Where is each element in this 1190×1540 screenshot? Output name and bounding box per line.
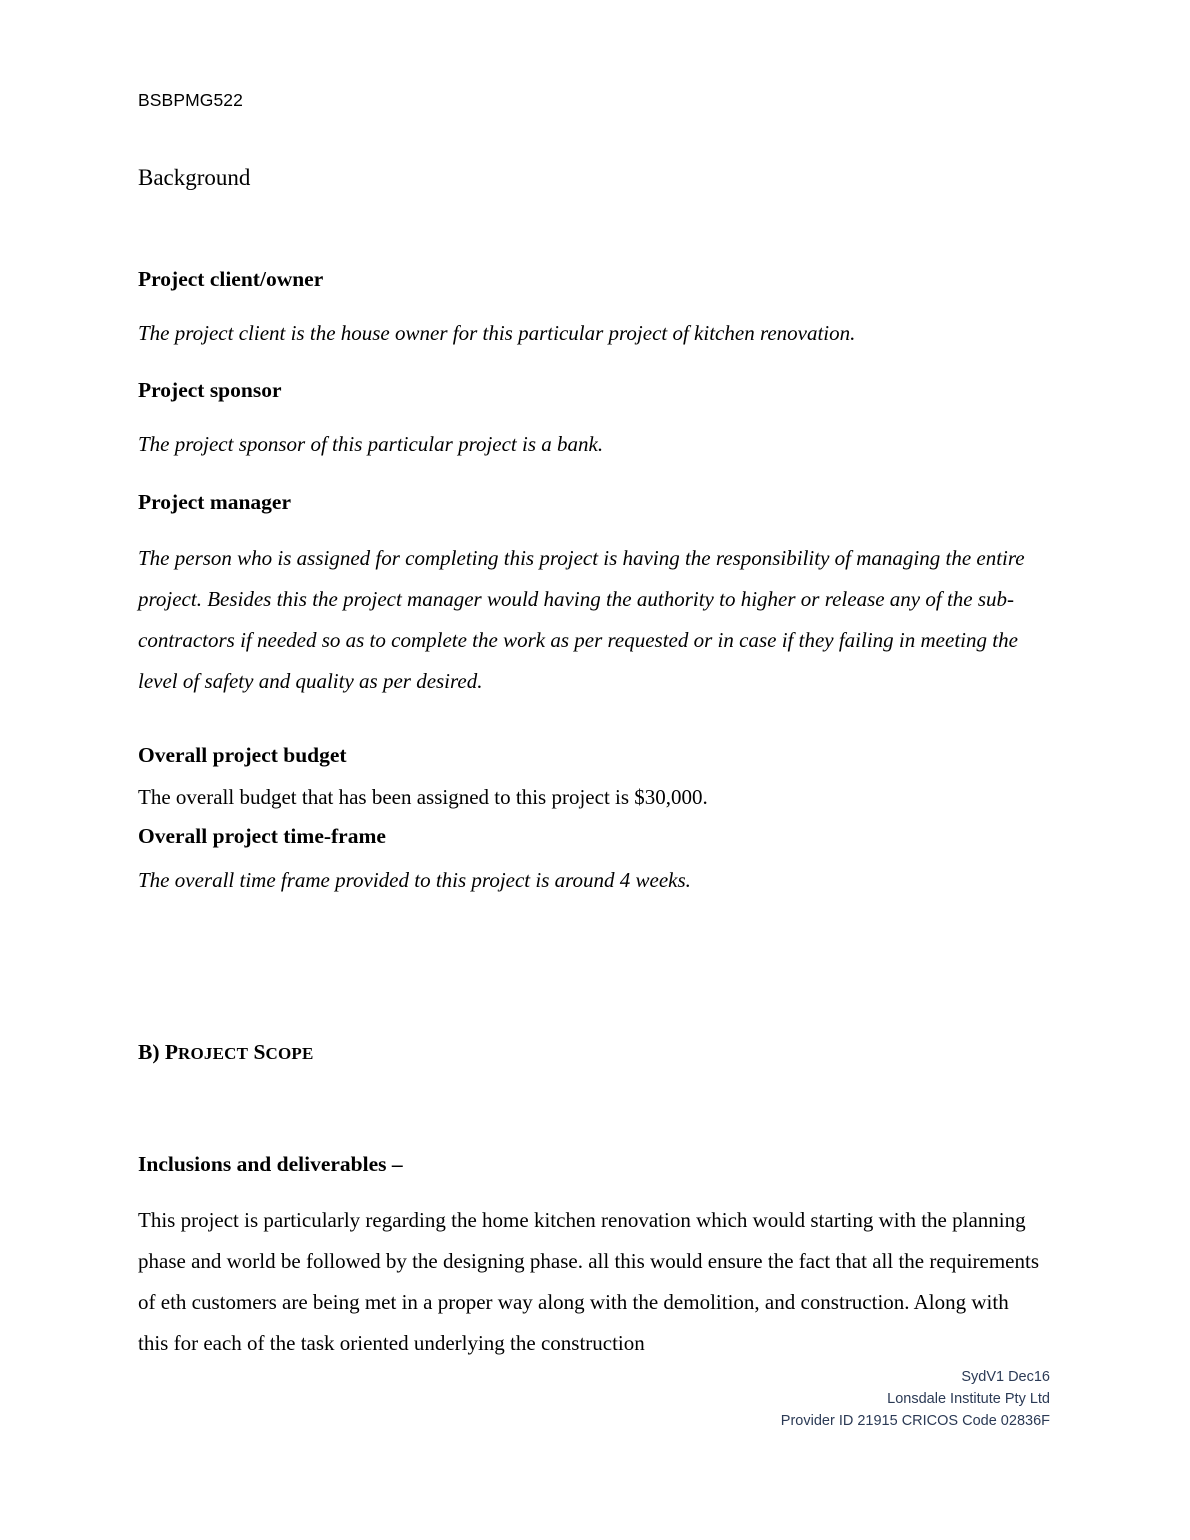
scope-prefix: B) [138, 1040, 160, 1064]
project-timeframe-paragraph-block [138, 865, 1038, 895]
project-scope-heading [138, 1040, 1038, 1066]
inclusions-heading-block [138, 1151, 1038, 1178]
scope-word2-smallcaps: COPE [265, 1044, 314, 1063]
footer-provider-line: Provider ID 21915 CRICOS Code 02836F [780, 1412, 1050, 1429]
project-budget-heading: Overall project budget [138, 743, 347, 767]
project-timeframe-heading-block [138, 823, 1038, 850]
unit-code-header: BSBPMG522 [138, 90, 243, 110]
project-client-heading-block [138, 266, 1038, 293]
project-budget-paragraph-block [138, 782, 1038, 812]
project-budget-paragraph: The overall budget that has been assigned to this project is $30,000. [138, 785, 708, 809]
project-client-paragraph-block [138, 318, 1038, 348]
project-sponsor-paragraph-block [138, 429, 1038, 459]
scope-word1-capital: P [164, 1040, 179, 1064]
project-client-heading: Project client/owner [138, 267, 324, 291]
scope-word2-capital: S [253, 1040, 266, 1064]
background-section-label: Background [138, 165, 251, 190]
project-manager-heading: Project manager [138, 490, 292, 514]
project-timeframe-heading: Overall project time-frame [138, 824, 386, 848]
project-manager-paragraph-block [138, 538, 1040, 703]
page-footer [781, 1367, 1050, 1432]
project-scope-heading-block [138, 1040, 1038, 1066]
project-manager-heading-block [138, 489, 1038, 516]
project-sponsor-paragraph: The project sponsor of this particular project is a bank. [138, 432, 604, 456]
inclusions-paragraph: This project is particularly regarding the home kitchen renovation which would starting with the planning phase and world be followed by the designing phase. all this would ensure the fact that all the requirements of eth customers are being met in a proper way along with the demolition, and construction. Along with this for each of the task oriented underlying the construction [138, 1208, 1040, 1356]
project-sponsor-heading-block [138, 377, 1038, 404]
inclusions-paragraph-block [138, 1200, 1040, 1365]
project-sponsor-heading: Project sponsor [138, 378, 282, 402]
footer-version-line: SydV1 Dec16 [961, 1369, 1050, 1385]
project-client-paragraph: The project client is the house owner for this particular project of kitchen renovation. [138, 321, 856, 345]
inclusions-heading: Inclusions and deliverables – [138, 1152, 403, 1176]
scope-word1-smallcaps: ROJECT [178, 1044, 249, 1063]
footer-institute-line: Lonsdale Institute Pty Ltd [887, 1390, 1050, 1407]
project-timeframe-paragraph: The overall time frame provided to this project is around 4 weeks. [138, 868, 691, 892]
project-manager-paragraph: The person who is assigned for completing this project is having the responsibility of managing the entire project. Besides this the project manager would having the authority to higher or release any of the sub-contractors if needed so as to complete the work as per requested or in case if they failing in meeting the level of safety and quality as per desired. [138, 546, 1025, 694]
project-budget-heading-block [138, 742, 1038, 769]
